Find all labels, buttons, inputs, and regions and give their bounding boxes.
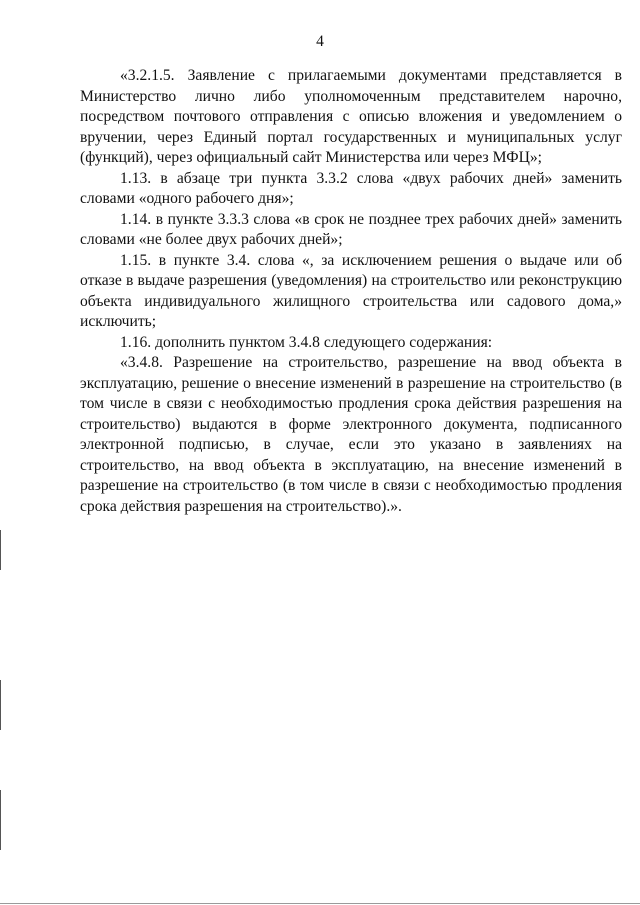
page-number: 4 [316, 33, 324, 50]
scan-edge-mark [0, 790, 1, 850]
document-body [80, 66, 622, 517]
scan-edge-mark [0, 530, 1, 570]
paragraph-3-4-8: «3.4.8. Разрешение на строительство, разрешение на ввод объекта в эксплуатацию, решение о внесение изменений в разрешение на строительство (в том числе в связи с необходимостью продления срока действия разрешения на строительство) выдаются в форме электронного документа, подписанного электронной подписью, в случае, если это указано в заявлениях на строительство, на ввод объекта в эксплуатацию, на внесение изменений в разрешение на строительство (в том числе в связи с необходимостью продления срока действия разрешения на строительство).». [80, 354, 622, 515]
scan-bottom-edge [0, 903, 640, 904]
paragraph-1-15: 1.15. в пункте 3.4. слова «, за исключением решения о выдаче или об отказе в выдаче разрешения (уведомления) на строительство или реконструкцию объекта индивидуального жилищного строительства или садового дома,» исключить; [80, 251, 622, 330]
scan-edge-mark [0, 680, 1, 730]
paragraph-1-16: 1.16. дополнить пунктом 3.4.8 следующего содержания: [120, 333, 493, 351]
paragraph-1-14: 1.14. в пункте 3.3.3 слова «в срок не позднее трех рабочих дней» заменить словами «не более двух рабочих дней»; [80, 210, 622, 248]
paragraph-1-13: 1.13. в абзаце три пункта 3.3.2 слова «двух рабочих дней» заменить словами «одного рабочего дня»; [80, 169, 622, 207]
paragraph-3-2-1-5: «3.2.1.5. Заявление с прилагаемыми документами представляется в Министерство лично либо уполномоченным представителем нарочно, посредством почтового отправления с описью вложения и уведомлением о вручении, через Единый портал государственных и муниципальных услуг (функций), через официальный сайт Министерства или через МФЦ»; [80, 67, 622, 166]
